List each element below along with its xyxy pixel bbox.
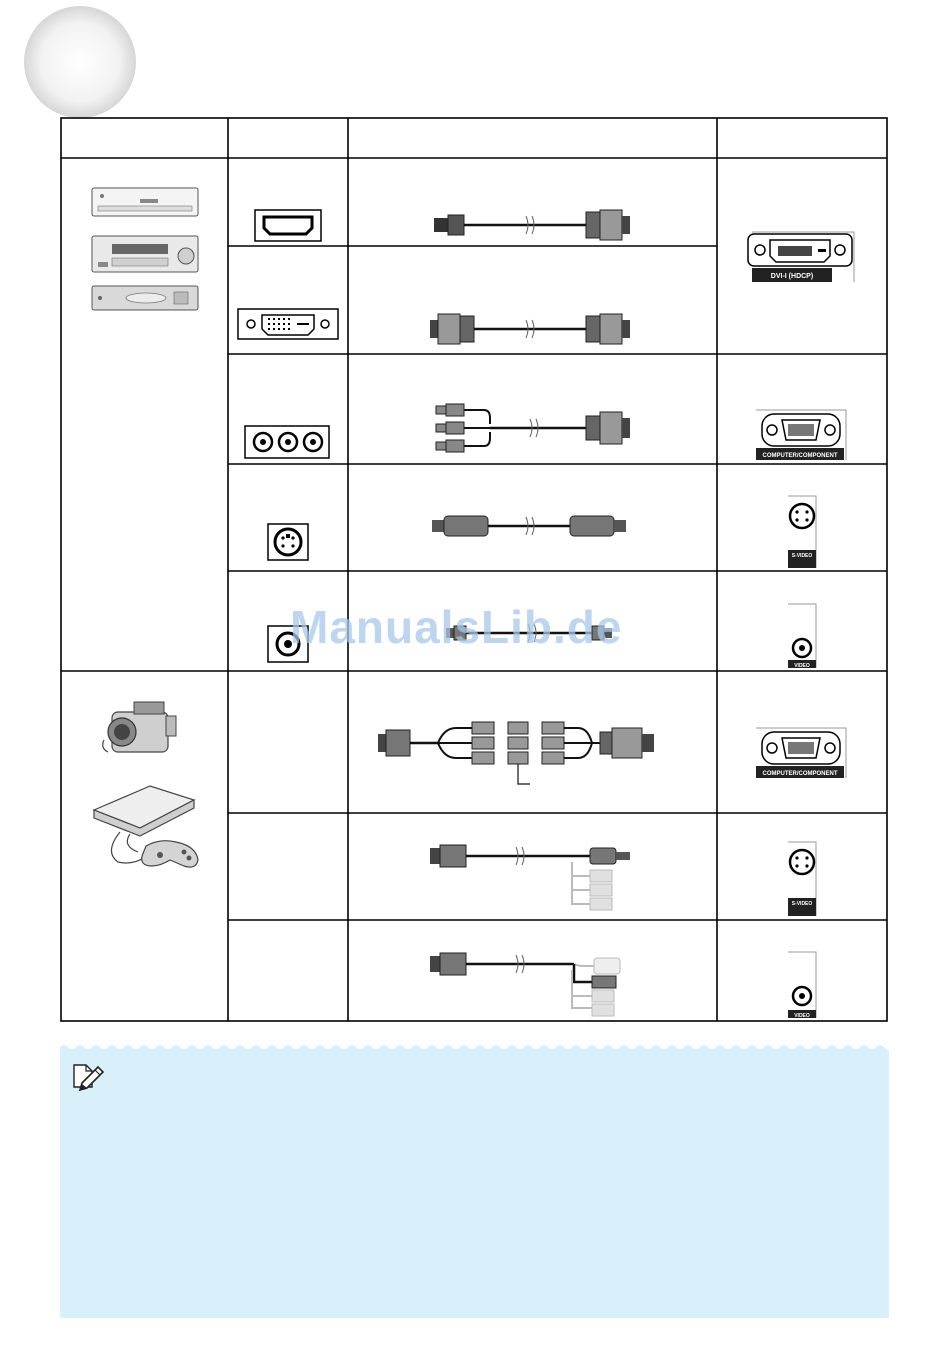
note-dotted-border — [60, 1043, 889, 1051]
component-to-dsub-cable-icon — [436, 404, 630, 452]
dvd-player-icon — [92, 188, 198, 216]
svideo-port-icon — [268, 524, 308, 560]
svideo-adapter-cable-icon — [430, 845, 630, 910]
camcorder-icon — [103, 702, 176, 752]
dvi-port-icon — [238, 309, 338, 339]
video-terminal-icon-2 — [788, 952, 816, 1018]
component-ports-icon — [245, 426, 329, 458]
computer-terminal-label: COMPUTER/COMPONENT — [762, 453, 838, 459]
video-adapter-cable-icon — [430, 953, 620, 1016]
av-adapter-cable-icon — [378, 722, 654, 784]
svideo-terminal-label-2: S-VIDEO — [791, 901, 813, 907]
svideo-terminal-label: S-VIDEO — [791, 553, 813, 559]
set-top-box-icon — [92, 286, 198, 310]
hdmi-port-icon — [255, 210, 321, 241]
computer-terminal-label-2: COMPUTER/COMPONENT — [762, 771, 838, 777]
video-terminal-label-2: VIDEO — [794, 1013, 810, 1019]
hdmi-to-dvi-cable-icon — [434, 210, 630, 240]
pencil-note-icon — [68, 1057, 108, 1097]
dvi-terminal-label: DVI-I (HDCP) — [770, 273, 814, 280]
note-box — [60, 1043, 889, 1318]
svideo-cable-icon — [432, 516, 626, 536]
video-terminal-label: VIDEO — [794, 663, 810, 669]
dvi-to-dvi-cable-icon — [430, 314, 630, 344]
video-terminal-icon — [788, 604, 816, 668]
watermark-text: ManualsLib.de — [290, 601, 623, 653]
game-console-icon — [94, 786, 198, 867]
vcr-icon — [92, 236, 198, 272]
